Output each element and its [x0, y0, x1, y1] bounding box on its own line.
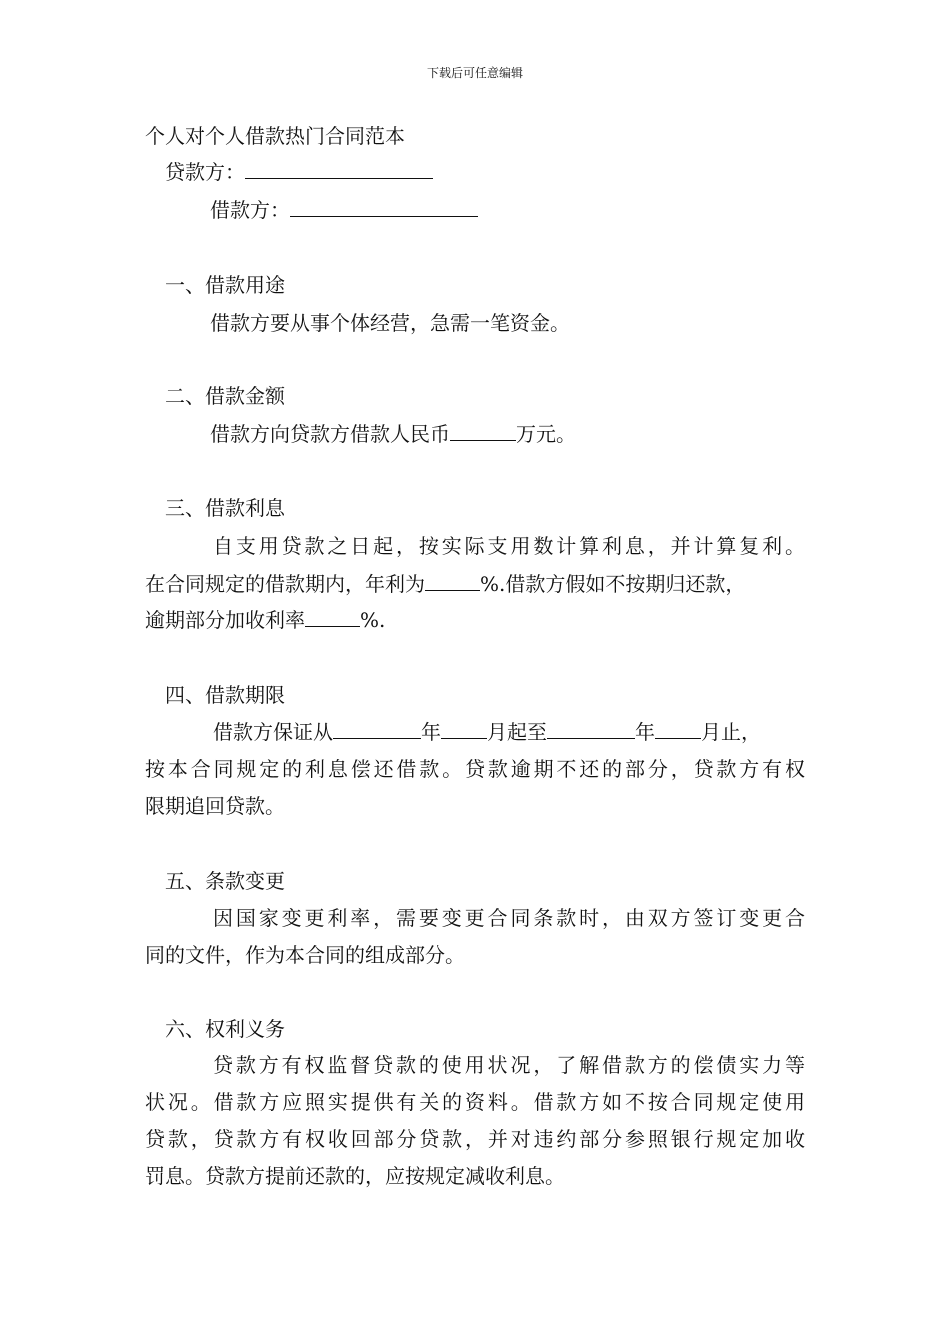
section-text: 自支用贷款之日起，按实际支用数计算利息，并计算复利。 [213, 534, 805, 558]
section-text: 同的文件，作为本合同的组成部分。 [145, 943, 465, 967]
section-text: 状况。借款方应照实提供有关的资料。借款方如不按合同规定使用 [145, 1090, 805, 1114]
term-text: 年 [421, 720, 441, 744]
section-text: 借款方要从事个体经营，急需一笔资金。 [210, 311, 570, 335]
section-text: 贷款，贷款方有权收回部分贷款，并对违约部分参照银行规定加收 [145, 1127, 805, 1151]
interest-rate-line [145, 567, 745, 601]
start-year-blank [333, 717, 421, 739]
term-text: 月止， [701, 720, 761, 744]
section-heading: 四、借款期限 [165, 683, 285, 707]
overdue-text: %. [360, 608, 386, 632]
section-text: 限期追回贷款。 [145, 794, 285, 818]
document-title: 个人对个人借款热门合同范本 [145, 124, 405, 148]
section-heading: 六、权利义务 [165, 1017, 285, 1041]
amount-unit: 万元。 [516, 422, 576, 446]
lender-line [165, 155, 433, 189]
term-text: 月起至 [487, 720, 547, 744]
lender-blank [245, 157, 433, 179]
section-heading: 三、借款利息 [165, 496, 285, 520]
overdue-text: 逾期部分加收利率 [145, 608, 305, 632]
borrower-blank [290, 195, 478, 217]
term-line [213, 715, 761, 749]
page-header: 下载后可任意编辑 [426, 66, 523, 80]
term-text: 借款方保证从 [213, 720, 333, 744]
overdue-rate-blank [305, 605, 360, 627]
end-month-blank [655, 717, 701, 739]
section-text: 按本合同规定的利息偿还借款。贷款逾期不还的部分，贷款方有权 [145, 757, 805, 781]
section-heading: 二、借款金额 [165, 384, 285, 408]
section-heading: 五、条款变更 [165, 869, 285, 893]
end-year-blank [547, 717, 635, 739]
amount-blank [450, 419, 516, 441]
lender-label: 贷款方： [165, 160, 245, 184]
amount-text: 借款方向贷款方借款人民币 [210, 422, 450, 446]
interest-text: %.借款方假如不按期归还款， [480, 572, 746, 596]
section-heading: 一、借款用途 [165, 273, 285, 297]
section-text: 因国家变更利率，需要变更合同条款时，由双方签订变更合 [213, 906, 805, 930]
term-text: 年 [635, 720, 655, 744]
annual-rate-blank [425, 569, 480, 591]
overdue-rate-line [145, 603, 385, 637]
borrower-label: 借款方： [210, 198, 290, 222]
interest-text: 在合同规定的借款期内，年利为 [145, 572, 425, 596]
section-text: 贷款方有权监督贷款的使用状况，了解借款方的偿债实力等 [213, 1053, 805, 1077]
amount-line [210, 417, 576, 451]
start-month-blank [441, 717, 487, 739]
section-text: 罚息。贷款方提前还款的，应按规定减收利息。 [145, 1164, 565, 1188]
borrower-line [210, 193, 478, 227]
